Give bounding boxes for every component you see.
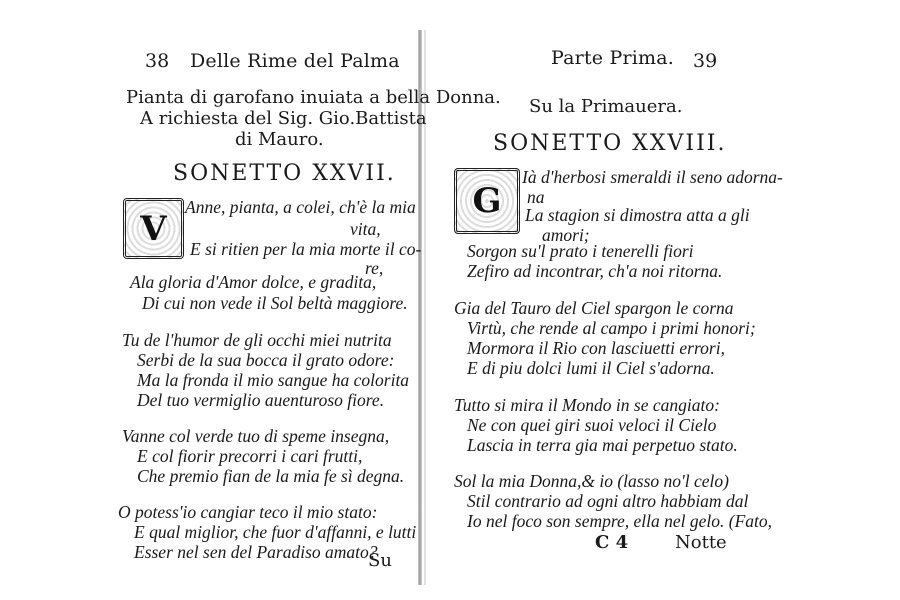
right-page: [427, 0, 900, 600]
verse-line: O potess'io cangiar teco il mio stato:: [118, 502, 378, 522]
verse-line: Sol la mia Donna,& io (lasso no'l celo): [454, 471, 729, 491]
signature-mark: C 4: [595, 532, 629, 553]
verse-line: Mormora il Rio con lasciuetti errori,: [467, 338, 725, 358]
verse-line: Che premio fian de la mia fe sì degna.: [137, 466, 405, 486]
caption-line: Pianta di garofano inuiata a bella Donna.: [126, 87, 501, 108]
verse-line: Ma la fronda il mio sangue ha colorita: [137, 370, 410, 390]
verse-line: Esser nel sen del Paradiso amato?: [134, 542, 378, 562]
verse-line: Tu de l'humor de gli occhi miei nutrita: [122, 330, 392, 350]
drop-cap-letter: G: [472, 181, 502, 221]
page-number: 39: [693, 50, 718, 72]
verse-line: E di piu dolci lumi il Ciel s'adorna.: [467, 358, 715, 378]
verse-line: na: [527, 187, 545, 207]
page-number: 38: [145, 50, 170, 72]
verse-line: La stagion si dimostra atta a gli: [525, 205, 750, 225]
running-head: Delle Rime del Palma: [190, 50, 400, 72]
caption-line: A richiesta del Sig. Gio.Battista: [140, 108, 427, 129]
verse-line: Virtù, che rende al campo i primi honori;: [467, 318, 756, 338]
verse-line: re,: [365, 258, 384, 278]
verse-line: vita,: [350, 219, 381, 239]
catchword: Su: [368, 550, 392, 571]
verse-line: Stil contrario ad ogni altro habbiam dal: [467, 491, 749, 511]
caption-line: di Mauro.: [235, 129, 324, 150]
verse-line: Zefiro ad incontrar, ch'a noi ritorna.: [467, 261, 723, 281]
verse-line: Del tuo vermiglio auenturoso fiore.: [137, 390, 385, 410]
verse-line: E col fiorir precorri i cari frutti,: [137, 446, 363, 466]
verse-line: Gia del Tauro del Ciel spargon le corna: [454, 298, 734, 318]
verse-line: Ne con quei giri suoi veloci il Cielo: [467, 415, 717, 435]
drop-cap: [123, 198, 184, 259]
drop-cap: [454, 168, 520, 234]
verse-line: Ià d'herbosi smeraldi il seno adorna-: [522, 167, 783, 187]
verse-line: Di cui non vede il Sol beltà maggiore.: [142, 293, 408, 313]
caption: Su la Primauera.: [529, 96, 683, 117]
verse-line: E si ritien per la mia morte il co-: [190, 239, 422, 259]
verse-line: Sorgon su'l prato i tenerelli fiori: [467, 241, 694, 261]
verse-line: amori;: [542, 225, 590, 245]
verse-line: Anne, pianta, a colei, ch'è la mia: [185, 197, 416, 217]
sonnet-title: SONETTO XXVII.: [173, 161, 396, 186]
drop-cap-letter: V: [140, 208, 167, 249]
running-head: Parte Prima.: [551, 47, 674, 69]
verse-line: E qual miglior, che fuor d'affanni, e lutti: [134, 522, 417, 542]
verse-line: Ala gloria d'Amor dolce, e gradita,: [130, 272, 377, 292]
verse-line: Lascia in terra gia mai perpetuo stato.: [467, 435, 738, 455]
sonnet-title: SONETTO XXVIII.: [493, 131, 727, 156]
verse-line: Tutto si mira il Mondo in se cangiato:: [454, 395, 720, 415]
verse-line: Serbi de la sua bocca il grato odore:: [137, 350, 395, 370]
catchword: Notte: [675, 532, 727, 553]
verse-line: Io nel foco son sempre, ella nel gelo. (Fato,: [467, 511, 773, 531]
verse-line: Vanne col verde tuo di speme insegna,: [122, 426, 390, 446]
